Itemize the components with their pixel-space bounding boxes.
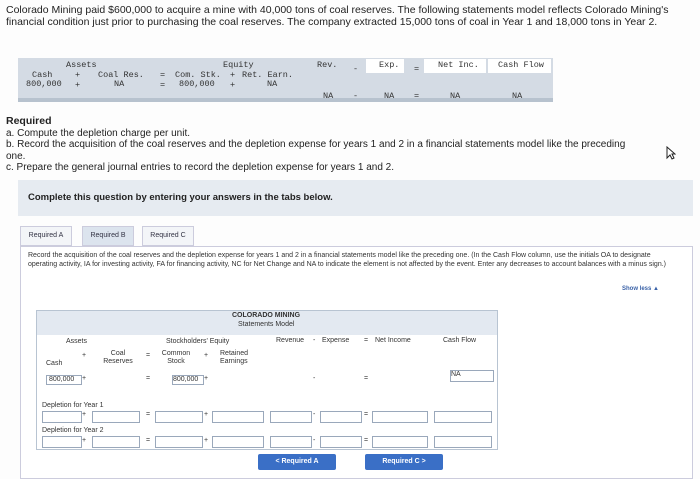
cash-column-header: Cash <box>46 360 63 367</box>
y2-net-income-input[interactable] <box>372 436 428 448</box>
y1-cash-input[interactable] <box>42 411 82 423</box>
y2-revenue-input[interactable] <box>270 436 312 448</box>
y2-expense-input[interactable] <box>320 436 362 448</box>
cash-flow-value: NA <box>512 91 523 101</box>
equity-header: Equity <box>223 60 254 70</box>
common-stock-header: Common Stock <box>161 350 191 365</box>
exp-header: Exp. <box>379 60 400 70</box>
mouse-cursor-icon <box>666 146 676 165</box>
cash-label: Cash <box>32 70 53 80</box>
y1-coal-reserves-input[interactable] <box>92 411 140 423</box>
tab-instructions: Record the acquisition of the coal reserves and the depletion expense for years 1 and 2 in a financial statements model like the preceding one. (In the Cash Flow column, use the initials OA to designate operating activity, IA for investing activity, FA for financing activity, NC for Net Change and NA to indicate the element is not affected by the event. Enter any decreases to account balances with a minus sign.) <box>28 252 666 268</box>
revenue-header: Revenue <box>276 337 305 344</box>
y2-coal-reserves-input[interactable] <box>92 436 140 448</box>
cash-value: 800,000 <box>26 79 62 89</box>
y1-retained-earnings-input[interactable] <box>212 411 264 423</box>
coal-reserves-header: Coal Reserves <box>103 350 133 365</box>
y2-cash-input[interactable] <box>42 436 82 448</box>
y1-common-stock-input[interactable] <box>155 411 203 423</box>
model-subtitle: Statements Model <box>238 321 295 328</box>
retained-earnings-header: Retained Earnings <box>220 350 249 365</box>
stockholders-equity-header: Stockholders' Equity <box>166 338 230 345</box>
tab-required-a[interactable]: Required A <box>20 226 72 246</box>
cash-flow-header: Cash Flow <box>498 60 544 70</box>
required-c: c. Prepare the general journal entries to record the depletion expense for years 1 and 2. <box>6 162 395 173</box>
net-inc-value: NA <box>450 91 461 101</box>
assets-header: Assets <box>66 338 88 345</box>
common-stock-opening-value: 800,000 <box>172 375 204 385</box>
rev-value: NA <box>323 91 334 101</box>
expense-header: Expense <box>322 337 350 344</box>
y1-cash-flow-input[interactable] <box>434 411 492 423</box>
coal-res-label: Coal Res. <box>98 70 144 80</box>
required-section <box>6 116 646 174</box>
instruction-panel <box>18 180 693 216</box>
required-a: a. Compute the depletion charge per unit. <box>6 127 191 139</box>
exp-value: NA <box>384 91 395 101</box>
year1-row-label: Depletion for Year 1 <box>42 402 104 409</box>
y1-net-income-input[interactable] <box>372 411 428 423</box>
prev-required-a-button[interactable]: < Required A <box>258 454 336 470</box>
equals-sign: = <box>414 64 420 74</box>
cash-opening-value: 800,000 <box>46 375 82 385</box>
ret-earn-value: NA <box>267 79 278 89</box>
y1-revenue-input[interactable] <box>270 411 312 423</box>
y1-expense-input[interactable] <box>320 411 362 423</box>
statements-model-summary: Assets Equity Rev. - Exp. = Net Inc. Cash Flow Cash + Coal Res. = Com. Stk. + Ret. Earn. 800,000 + NA = 800,000 + NA NA - NA = NA NA <box>18 58 553 102</box>
required-title: Required <box>6 115 52 127</box>
year2-row-label: Depletion for Year 2 <box>42 427 104 434</box>
tab-required-b[interactable]: Required B <box>82 226 134 246</box>
ret-earn-label: Ret. Earn. <box>242 70 294 80</box>
problem-intro: Colorado Mining paid $600,000 to acquire a mine with 40,000 tons of coal reserves. The following statements model reflects Colorado Mining's financial condition just prior to purchasing the coal reserves. The company extracted 15,000 tons of coal in Year 1 and 18,000 tons in Year 2. <box>6 4 669 28</box>
assets-header: Assets <box>66 60 97 70</box>
com-stk-label: Com. Stk. <box>175 70 221 80</box>
y2-retained-earnings-input[interactable] <box>212 436 264 448</box>
tab-required-c[interactable]: Required C <box>142 226 194 246</box>
coal-res-value: NA <box>114 79 125 89</box>
company-name: COLORADO MINING <box>232 312 301 319</box>
show-less-link[interactable]: Show less ▲ <box>622 286 659 292</box>
net-inc-header: Net Inc. <box>438 60 479 70</box>
y2-common-stock-input[interactable] <box>155 436 203 448</box>
y2-cash-flow-input[interactable] <box>434 436 492 448</box>
rev-header: Rev. <box>317 60 338 70</box>
minus-sign: - <box>353 64 359 74</box>
next-required-c-button[interactable]: Required C > <box>365 454 443 470</box>
cash-flow-header: Cash Flow <box>443 337 477 344</box>
panel-text: Complete this question by entering your answers in the tabs below. <box>28 192 333 203</box>
cash-flow-opening-value: NA <box>450 370 494 382</box>
net-income-header: Net Income <box>375 337 411 344</box>
required-b: b. Record the acquisition of the coal reserves and the depletion expense for years 1 and 2 in a financial statements model like the preceding one. <box>6 139 626 162</box>
com-stk-value: 800,000 <box>179 79 215 89</box>
